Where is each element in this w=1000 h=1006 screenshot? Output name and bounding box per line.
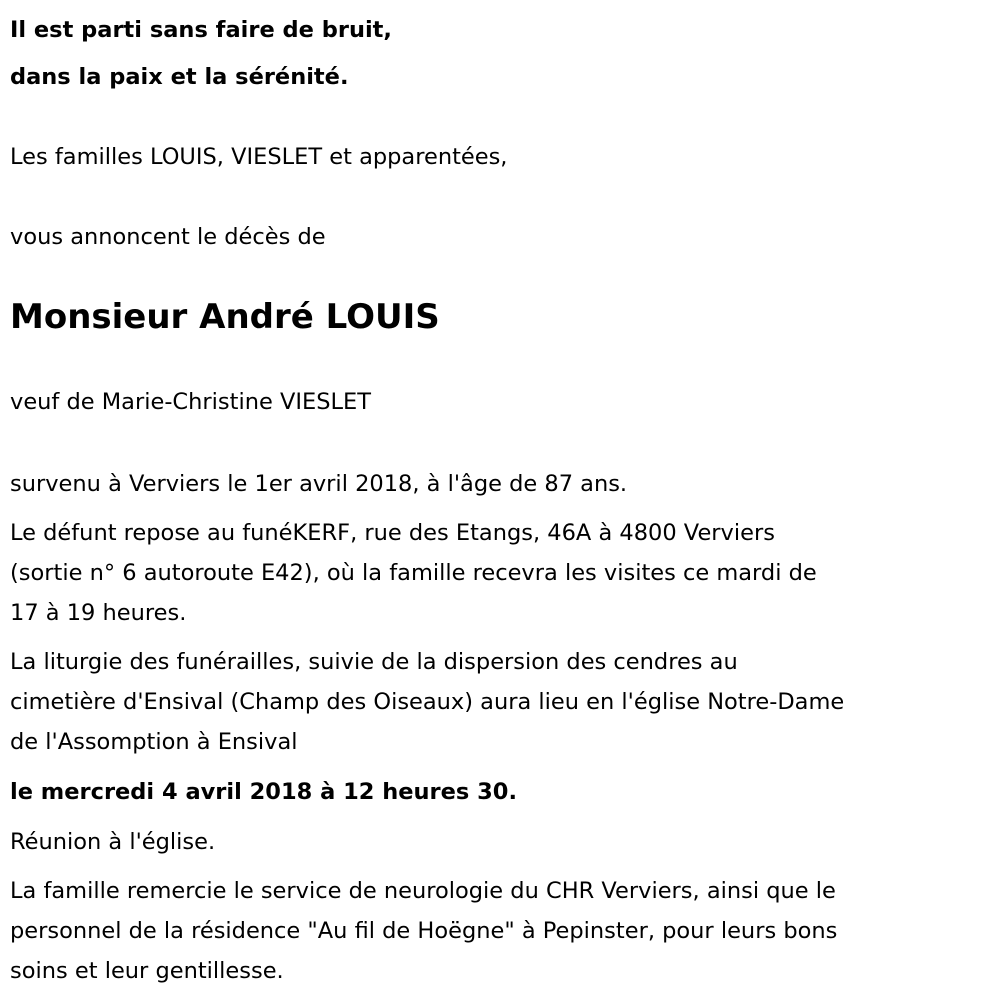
announce-text: vous annoncent le décès de bbox=[10, 224, 326, 250]
liturgy-line: de l'Assomption à Ensival bbox=[10, 729, 298, 755]
widower-text: veuf de Marie-Christine VIESLET bbox=[10, 389, 371, 415]
meeting-text: Réunion à l'église. bbox=[10, 829, 216, 855]
thanks-line: La famille remercie le service de neurologie du CHR Verviers, ainsi que le bbox=[10, 878, 836, 904]
rest-line: 17 à 19 heures. bbox=[10, 600, 187, 626]
funeral-date: le mercredi 4 avril 2018 à 12 heures 30. bbox=[10, 779, 517, 805]
death-text: survenu à Verviers le 1er avril 2018, à l'âge de 87 ans. bbox=[10, 471, 628, 497]
thanks-line: personnel de la résidence "Au fil de Hoëgne" à Pepinster, pour leurs bons bbox=[10, 918, 838, 944]
liturgy-line: cimetière d'Ensival (Champ des Oiseaux) aura lieu en l'église Notre-Dame bbox=[10, 689, 845, 715]
families-text: Les familles LOUIS, VIESLET et apparentées, bbox=[10, 144, 508, 170]
intro-line: dans la paix et la sérénité. bbox=[10, 64, 349, 90]
deceased-name: Monsieur André LOUIS bbox=[10, 297, 440, 337]
liturgy-line: La liturgie des funérailles, suivie de la dispersion des cendres au bbox=[10, 649, 738, 675]
rest-line: (sortie n° 6 autoroute E42), où la famille recevra les visites ce mardi de bbox=[10, 560, 817, 586]
rest-line: Le défunt repose au funéKERF, rue des Etangs, 46A à 4800 Verviers bbox=[10, 520, 775, 546]
intro-line: Il est parti sans faire de bruit, bbox=[10, 17, 392, 43]
thanks-line: soins et leur gentillesse. bbox=[10, 958, 284, 984]
